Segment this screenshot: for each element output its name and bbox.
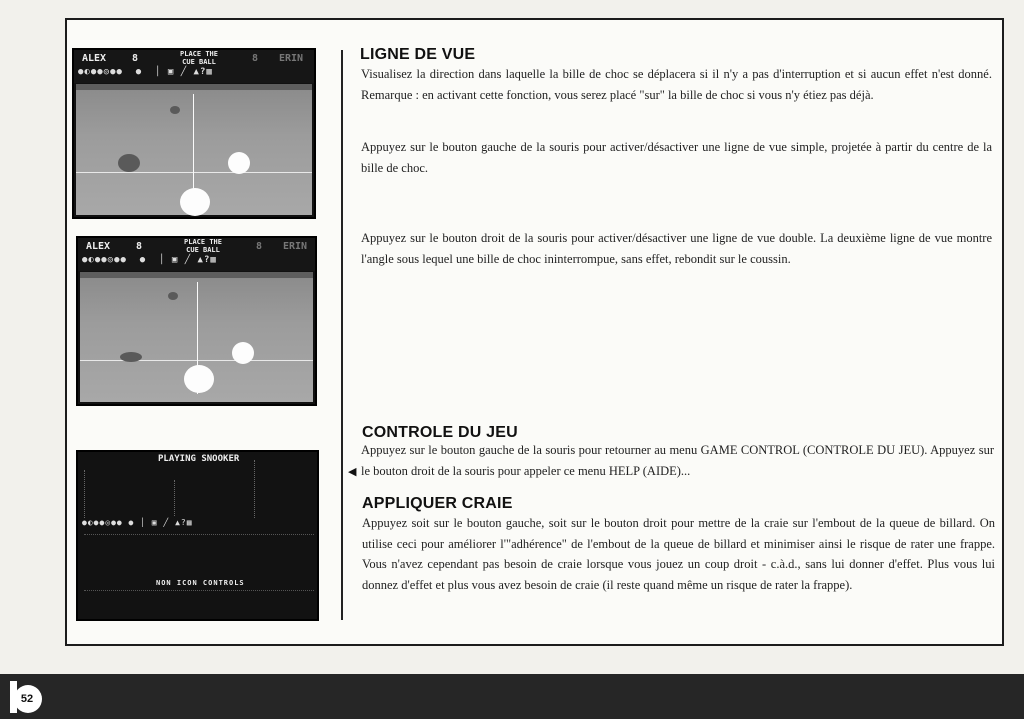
ball <box>232 342 254 364</box>
player1-score: 8 <box>136 241 143 252</box>
player2-score: 8 <box>252 53 259 64</box>
table-cushion <box>76 84 312 90</box>
non-icon-controls-heading: NON ICON CONTROLS <box>156 579 245 587</box>
help-block <box>84 590 314 619</box>
player1-name: ALEX <box>86 241 111 252</box>
icon-bar: ●◐●●◎●● ● │ ▣ ╱ ▲?▦ <box>82 518 193 527</box>
paragraph-craie: Appuyez soit sur le bouton gauche, soit sur le bouton droit pour mettre de la craie sur l'embout de la queue de billard. On utilise ceci pour améliorer l'"adhérence" de l'embout de la queue de billard et minimiser ainsi le risque de rater une frappe. Vous n'avez cependant pas besoin de craie lorsque vous jouez un coup droit - c.à.d., sans lui donner d'effet. Plus vous lui donnez d'effet et plus vous avez besoin de craie (il reste quand même un risque de rater la frappe). <box>362 516 995 592</box>
help-block <box>174 480 235 516</box>
page-number: 52 <box>15 689 39 709</box>
heading-appliquer-craie: APPLIQUER CRAIE <box>362 495 513 512</box>
screenshot-double-line <box>76 236 317 406</box>
paragraph-ligne-double: Appuyez sur le bouton droit de la souris pour activer/désactiver une ligne de vue double. La deuxième ligne de vue montre l'angle sous lequel une bille de choc ininterrompue, sans effet, rebondit sur le coussin. <box>361 231 992 266</box>
page-footer <box>0 674 1024 719</box>
player1-name: ALEX <box>82 53 107 64</box>
game-hud <box>74 50 314 83</box>
player2-name: ERIN <box>279 53 304 64</box>
icon-bar: ●◐●●◎●● ● │ ▣ ╱ ▲?▦ <box>78 67 213 77</box>
help-screen <box>78 452 317 619</box>
player1-score: 8 <box>132 53 139 64</box>
paragraph-controle: Appuyez sur le bouton gauche de la souris pour retourner au menu GAME CONTROL (CONTROLE DU JEU). Appuyez sur le bouton droit de la souris pour appeler ce menu HELP (AIDE)... <box>361 443 994 478</box>
paragraph-ligne-intro: Visualisez la direction dans laquelle la bille de choc se déplacera si il n'y a pas d'interruption et si aucun effet n'est donné. Remarque : en activant cette fonction, vous serez placé "sur" la bille de choc si vous n'y étiez pas déjà. <box>361 67 992 102</box>
heading-ligne-de-vue: LIGNE DE VUE <box>360 46 476 63</box>
ball <box>168 292 178 300</box>
ball <box>118 154 140 172</box>
player2-name: ERIN <box>283 241 308 252</box>
screenshot-single-line <box>72 48 316 219</box>
screenshot-help-menu <box>76 450 319 621</box>
help-block <box>84 470 145 518</box>
help-block <box>254 460 315 518</box>
table-cushion <box>80 272 313 278</box>
icon-bar: ●◐●●◎●● ● │ ▣ ╱ ▲?▦ <box>82 255 217 265</box>
heading-controle-du-jeu: CONTROLE DU JEU <box>362 424 518 441</box>
place-cue-ball-label: PLACE THE CUE BALL <box>184 238 222 254</box>
ball <box>228 152 250 174</box>
help-title: PLAYING SNOOKER <box>158 454 240 464</box>
cue-ball <box>180 188 210 216</box>
ball <box>170 106 180 114</box>
ball <box>120 352 142 362</box>
column-divider <box>341 50 343 620</box>
snooker-table <box>80 272 313 402</box>
paragraph-ligne-simple: Appuyez sur le bouton gauche de la souris pour activer/désactiver une ligne de vue simple, projetée à partir du centre de la bille de choc. <box>361 140 992 175</box>
cue-ball <box>184 365 214 393</box>
place-cue-ball-label: PLACE THE CUE BALL <box>180 50 218 66</box>
game-hud <box>78 238 315 271</box>
baulk-line <box>76 172 312 173</box>
help-block <box>84 534 314 575</box>
left-arrow-icon: ◀ <box>348 466 357 478</box>
snooker-table <box>76 84 312 215</box>
player2-score: 8 <box>256 241 263 252</box>
